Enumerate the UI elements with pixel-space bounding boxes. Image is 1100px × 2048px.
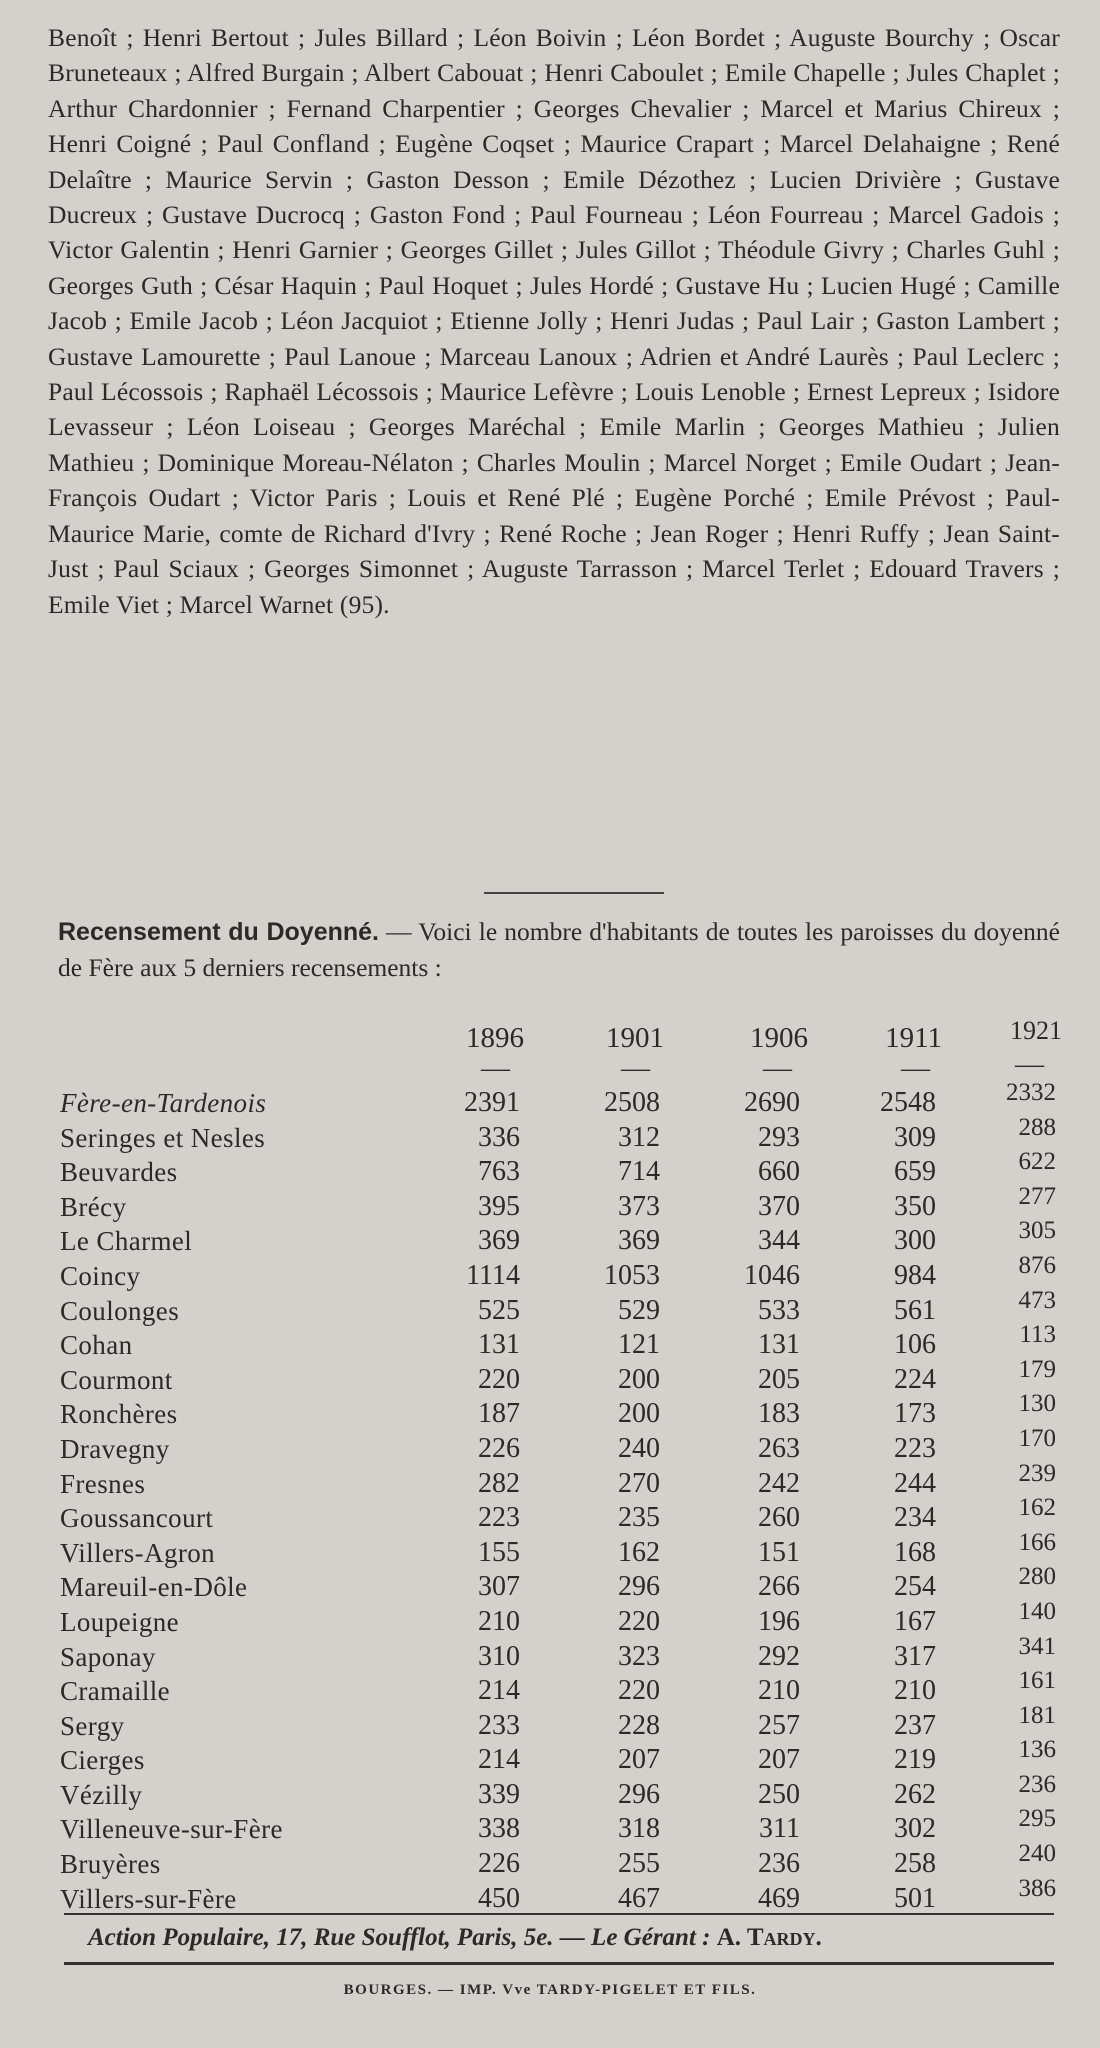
population-cell: 257 <box>758 1709 800 1741</box>
population-cell: 2332 <box>1006 1079 1056 1106</box>
population-cell: 501 <box>894 1882 936 1914</box>
parish-name: Bruyères <box>60 1849 161 1880</box>
population-cell: 561 <box>894 1294 936 1326</box>
census-intro-text: — Voici le nombre d'habitants de toutes les paroisses du doyenné de Fère aux 5 derniers recensements : <box>58 917 1060 983</box>
population-cell: 219 <box>894 1744 936 1776</box>
population-cell: 224 <box>894 1363 936 1395</box>
population-cell: 450 <box>478 1882 520 1914</box>
population-cell: 336 <box>478 1121 520 1153</box>
table-row <box>0 1459 1100 1502</box>
table-row <box>0 1424 1100 1467</box>
population-cell: 295 <box>1018 1805 1056 1833</box>
table-row <box>0 1113 1100 1156</box>
population-cell: 323 <box>618 1640 660 1672</box>
printer-line: BOURGES. — IMP. Vve TARDY-PIGELET ET FILS. <box>343 1982 757 1998</box>
table-row <box>0 1355 1100 1398</box>
parish-name: Goussancourt <box>60 1503 214 1534</box>
population-cell: 167 <box>894 1605 936 1637</box>
table-row <box>0 1632 1100 1675</box>
population-cell: 395 <box>478 1190 520 1222</box>
population-cell: 140 <box>1018 1597 1056 1625</box>
parish-name: Fère-en-Tardenois <box>60 1088 267 1118</box>
population-cell: 317 <box>894 1640 936 1672</box>
population-cell: 312 <box>618 1121 660 1153</box>
parish-name: Cramaille <box>60 1676 171 1707</box>
population-cell: 622 <box>1018 1148 1056 1176</box>
population-cell: 205 <box>758 1363 800 1395</box>
population-cell: 226 <box>478 1848 520 1880</box>
population-cell: 1046 <box>744 1259 800 1291</box>
population-cell: 277 <box>1018 1182 1056 1210</box>
population-cell: 242 <box>758 1467 800 1499</box>
population-cell: 262 <box>894 1778 936 1810</box>
table-row <box>0 1563 1100 1605</box>
table-row <box>0 1494 1100 1536</box>
population-cell: 339 <box>478 1778 520 1810</box>
population-cell: 250 <box>758 1778 800 1810</box>
population-cell: 207 <box>758 1744 800 1776</box>
population-cell: 300 <box>894 1225 936 1257</box>
population-cell: 373 <box>618 1190 660 1222</box>
population-cell: 200 <box>618 1363 660 1395</box>
parish-name: Courmont <box>60 1364 173 1395</box>
dash: — <box>1015 1048 1044 1080</box>
parish-name: Dravegny <box>60 1433 170 1464</box>
population-cell: 121 <box>618 1329 660 1361</box>
population-cell: 220 <box>478 1363 520 1395</box>
population-cell: 214 <box>478 1675 520 1707</box>
population-cell: 263 <box>758 1432 800 1464</box>
population-cell: 2690 <box>744 1087 800 1118</box>
population-cell: 162 <box>1018 1494 1056 1522</box>
population-cell: 220 <box>618 1675 660 1707</box>
population-cell: 187 <box>478 1398 520 1430</box>
population-cell: 240 <box>1018 1840 1056 1868</box>
population-cell: 151 <box>758 1536 800 1568</box>
parish-name: Beuvardes <box>60 1157 178 1188</box>
table-row <box>0 1667 1100 1709</box>
parish-name: Coulonges <box>60 1295 180 1326</box>
year-1921: 1921 <box>1010 1016 1062 1045</box>
population-cell: 529 <box>618 1294 660 1326</box>
population-cell: 228 <box>618 1709 660 1741</box>
population-cell: 341 <box>1018 1632 1056 1660</box>
population-cell: 370 <box>758 1190 800 1222</box>
population-cell: 307 <box>478 1571 520 1603</box>
population-cell: 161 <box>1018 1667 1056 1695</box>
population-cell: 660 <box>758 1156 800 1188</box>
population-cell: 344 <box>758 1225 800 1257</box>
year-1896: 1896 <box>466 1022 524 1054</box>
table-row <box>0 1701 1100 1744</box>
population-cell: 270 <box>618 1467 660 1499</box>
population-cell: 318 <box>618 1813 660 1845</box>
census-intro <box>58 914 1060 986</box>
population-cell: 244 <box>894 1467 936 1499</box>
population-cell: 258 <box>894 1848 936 1880</box>
population-cell: 714 <box>618 1156 660 1188</box>
dash: — <box>481 1052 510 1084</box>
population-cell: 280 <box>1018 1563 1056 1591</box>
population-cell: 310 <box>478 1640 520 1672</box>
population-cell: 237 <box>894 1709 936 1741</box>
population-cell: 984 <box>894 1259 936 1291</box>
population-cell: 763 <box>478 1156 520 1188</box>
population-cell: 106 <box>894 1329 936 1361</box>
table-row <box>0 1805 1100 1847</box>
parish-name: Villers-Agron <box>60 1537 216 1568</box>
parish-name: Le Charmel <box>60 1226 193 1257</box>
population-cell: 305 <box>1018 1217 1056 1245</box>
population-cell: 131 <box>478 1329 520 1361</box>
year-1906: 1906 <box>750 1022 808 1054</box>
table-row <box>0 1148 1100 1190</box>
population-cell: 1053 <box>604 1259 660 1291</box>
census-dashes <box>0 1048 1100 1084</box>
population-cell: 181 <box>1018 1701 1056 1729</box>
population-cell: 533 <box>758 1294 800 1326</box>
population-cell: 369 <box>618 1225 660 1257</box>
population-cell: 210 <box>758 1675 800 1707</box>
population-cell: 173 <box>894 1398 936 1430</box>
population-cell: 659 <box>894 1156 936 1188</box>
population-cell: 282 <box>478 1467 520 1499</box>
population-cell: 236 <box>758 1848 800 1880</box>
footer-rule-bottom <box>64 1962 1054 1965</box>
population-cell: 293 <box>758 1121 800 1153</box>
population-cell: 210 <box>478 1605 520 1637</box>
population-cell: 235 <box>618 1502 660 1534</box>
population-cell: 296 <box>618 1778 660 1810</box>
dash: — <box>621 1052 650 1084</box>
table-row <box>0 1079 1100 1121</box>
population-cell: 350 <box>894 1190 936 1222</box>
population-cell: 288 <box>1018 1113 1056 1141</box>
population-cell: 233 <box>478 1709 520 1741</box>
population-cell: 369 <box>478 1225 520 1257</box>
table-row <box>0 1736 1100 1778</box>
population-cell: 162 <box>618 1536 660 1568</box>
footer-rule-top <box>64 1913 1054 1915</box>
dash: — <box>901 1052 930 1084</box>
parish-name: Coincy <box>60 1260 141 1291</box>
population-cell: 469 <box>758 1882 800 1914</box>
population-cell: 166 <box>1018 1528 1056 1556</box>
population-cell: 170 <box>1018 1424 1056 1452</box>
population-cell: 214 <box>478 1744 520 1776</box>
table-row <box>0 1874 1100 1917</box>
dash: — <box>763 1052 792 1084</box>
population-cell: 467 <box>618 1882 660 1914</box>
population-cell: 220 <box>618 1605 660 1637</box>
parish-name: Saponay <box>60 1641 156 1672</box>
population-cell: 179 <box>1018 1355 1056 1383</box>
table-row <box>0 1528 1100 1571</box>
population-cell: 239 <box>1018 1459 1056 1487</box>
population-cell: 155 <box>478 1536 520 1568</box>
population-cell: 240 <box>618 1432 660 1464</box>
population-cell: 223 <box>894 1432 936 1464</box>
parish-name: Brécy <box>60 1191 127 1222</box>
population-cell: 473 <box>1018 1286 1056 1314</box>
table-row <box>0 1840 1100 1882</box>
population-cell: 210 <box>894 1675 936 1707</box>
year-1901: 1901 <box>606 1022 664 1054</box>
population-cell: 131 <box>758 1329 800 1361</box>
population-cell: 234 <box>894 1502 936 1534</box>
population-cell: 207 <box>618 1744 660 1776</box>
parish-name: Vézilly <box>60 1779 143 1810</box>
population-cell: 302 <box>894 1813 936 1845</box>
parish-name: Sergy <box>60 1710 125 1741</box>
population-cell: 183 <box>758 1398 800 1430</box>
census-table <box>0 1079 1100 1916</box>
population-cell: 309 <box>894 1121 936 1153</box>
table-row <box>0 1321 1100 1363</box>
population-cell: 226 <box>478 1432 520 1464</box>
population-cell: 196 <box>758 1605 800 1637</box>
population-cell: 236 <box>1018 1770 1056 1798</box>
population-cell: 311 <box>759 1813 800 1845</box>
year-1911: 1911 <box>885 1022 942 1054</box>
population-cell: 223 <box>478 1502 520 1534</box>
parish-name: Ronchères <box>60 1399 178 1430</box>
table-row <box>0 1770 1100 1813</box>
population-cell: 2508 <box>604 1087 660 1118</box>
population-cell: 254 <box>894 1571 936 1603</box>
parish-name: Fresnes <box>60 1468 146 1499</box>
parish-name: Seringes et Nesles <box>60 1122 266 1153</box>
table-row <box>0 1251 1100 1294</box>
population-cell: 130 <box>1018 1390 1056 1418</box>
population-cell: 338 <box>478 1813 520 1845</box>
population-cell: 292 <box>758 1640 800 1672</box>
table-row <box>0 1597 1100 1640</box>
population-cell: 260 <box>758 1502 800 1534</box>
population-cell: 386 <box>1018 1874 1056 1902</box>
population-cell: 136 <box>1018 1736 1056 1764</box>
table-row <box>0 1286 1100 1329</box>
table-row <box>0 1182 1100 1225</box>
publisher-address: Action Populaire, 17, Rue Soufflot, Paris, 5e. — Le Gérant : <box>88 1924 711 1951</box>
population-cell: 525 <box>478 1294 520 1326</box>
parish-name: Cierges <box>60 1745 145 1776</box>
population-cell: 1114 <box>466 1259 520 1291</box>
population-cell: 266 <box>758 1571 800 1603</box>
population-cell: 876 <box>1018 1251 1056 1279</box>
population-cell: 255 <box>618 1848 660 1880</box>
population-cell: 296 <box>618 1571 660 1603</box>
table-row <box>0 1217 1100 1259</box>
population-cell: 2548 <box>880 1087 936 1118</box>
names-paragraph: Benoît ; Henri Bertout ; Jules Billard ; Léon Boivin ; Léon Bordet ; Auguste Bourchy ; Oscar Bruneteaux ; Alfred Burgain ; Albert Cabouat ; Henri Caboulet ; Emile Chapelle ; Jules Chaplet ; Arthur Chardonnier ; Fernand Charpentier ; Georges Chevalier ; Marcel et Marius Chireux ; Henri Coigné ; Paul Confland ; Eugène Coqset ; Maurice Crapart ; Marcel Delahaigne ; René Delaître ; Maurice Servin ; Gaston Desson ; Emile Dézothez ; Lucien Drivière ; Gustave Ducreux ; Gustave Ducrocq ; Gaston Fond ; Paul Fourneau ; Léon Fourreau ; Marcel Gadois ; Victor Galentin ; Henri Garnier ; Georges Gillet ; Jules Gillot ; Théodule Givry ; Charles Guhl ; Georges Guth ; César Haquin ; Paul Hoquet ; Jules Hordé ; Gustave Hu ; Lucien Hugé ; Camille Jacob ; Emile Jacob ; Léon Jacquiot ; Etienne Jolly ; Henri Judas ; Paul Lair ; Gaston Lambert ; Gustave Lamourette ; Paul Lanoue ; Marceau Lanoux ; Adrien et André Laurès ; Paul Leclerc ; Paul Lécossois ; Raphaël Lécossois ; Maurice Lefèvre ; Louis Lenoble ; Ernest Lepreux ; Isidore Levasseur ; Léon Loiseau ; Georges Maréchal ; Emile Marlin ; Georges Mathieu ; Julien Mathieu ; Dominique Moreau-Nélaton ; Charles Moulin ; Marcel Norget ; Emile Oudart ; Jean-François Oudart ; Victor Paris ; Louis et René Plé ; Eugène Porché ; Emile Prévost ; Paul-Maurice Marie, comte de Richard d'Ivry ; René Roche ; Jean Roger ; Henri Ruffy ; Jean Saint-Just ; Paul Sciaux ; Georges Simonnet ; Auguste Tarrasson ; Marcel Terlet ; Edouard Travers ; Emile Viet ; Marcel Warnet (95). <box>48 23 1060 619</box>
parish-name: Loupeigne <box>60 1606 180 1637</box>
table-row <box>0 1390 1100 1432</box>
population-cell: 200 <box>618 1398 660 1430</box>
population-cell: 168 <box>894 1536 936 1568</box>
footer-publisher <box>88 1918 1058 1958</box>
gerant-name: A. Tardy. <box>716 1924 822 1951</box>
parish-name: Villeneuve-sur-Fère <box>60 1814 283 1845</box>
census-heading: Recensement du Doyenné. <box>58 918 379 946</box>
parish-name: Mareuil-en-Dôle <box>60 1572 248 1603</box>
parish-name: Villers-sur-Fère <box>60 1883 237 1914</box>
population-cell: 113 <box>1019 1321 1056 1349</box>
parish-name: Cohan <box>60 1330 133 1361</box>
section-divider <box>484 892 664 894</box>
population-cell: 2391 <box>464 1087 520 1118</box>
